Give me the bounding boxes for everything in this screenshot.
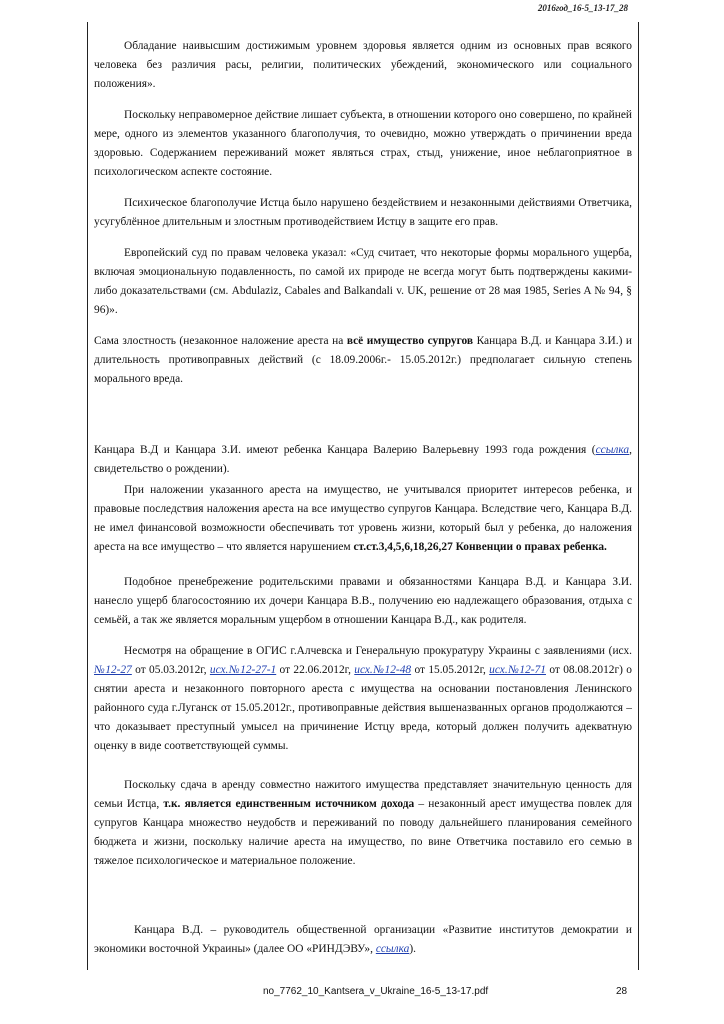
link-birth-certificate[interactable]: ссылка — [595, 444, 630, 456]
link-ref-12-71[interactable]: исх.№12-71 — [489, 664, 546, 676]
paragraph-4: Европейский суд по правам человека указал: «Суд считает, что некоторые формы морального ущерба, включая эмоциональную подавленность, по самой их природе не всегда могут быть подтверждены какими-либо доказательствами (см. Abdulaziz, Cabales and Balkandali v. UK, решение от 28 мая 1985, Series A № 94, § 96)». — [94, 247, 632, 316]
text-run: – незаконный арест имущества повлек для супругов Канцара множество неудобств и переживаний по поводу дальнейшего планирования семейного бюджета и жизни, поскольку наличие ареста на имущество, по вине Ответчика поставило его семью в тяжелое психологическое и материальное положение. — [94, 798, 632, 867]
text-run: от 05.03.2012г, — [131, 664, 210, 676]
bold-text: всё имущество супругов — [346, 335, 474, 347]
paragraph-3: Психическое благополучие Истца было нарушено бездействием и незаконными действиями Ответчика, усугублённое длительным и злостным противодействием Истцу в защите его прав. — [94, 197, 632, 228]
text-run: Сама злостность (незаконное наложение ареста на — [94, 335, 347, 347]
paragraph-5 — [94, 332, 632, 389]
paragraph-7 — [94, 481, 632, 557]
text-run: Канцара В.Д. и Канцара З.И.) и длительность противоправных действий (с 18.09.2006г.- 15.05.2012г.) предполагает сильную степень морального вреда. — [94, 335, 633, 385]
text-run: Поскольку сдача в аренду совместно нажитого имущества представляет значительную ценность для семьи Истца, — [94, 779, 632, 810]
bold-text: т.к. является единственным источником дохода — [163, 798, 415, 810]
text-run: ). — [409, 943, 417, 955]
link-ref-12-27-1[interactable]: исх.№12-27-1 — [209, 664, 277, 676]
bold-text: ст.ст.3,4,5,6,18,26,27 Конвенции о правах ребенка. — [353, 541, 607, 553]
header-stamp: 2016год_16-5_13-17_28 — [537, 3, 628, 13]
text-run: , свидетельство о рождении). — [94, 444, 632, 475]
paragraph-10 — [94, 776, 632, 871]
link-ref-12-48[interactable]: исх.№12-48 — [354, 664, 412, 676]
paragraph-1: Обладание наивысшим достижимым уровнем здоровья является одним из основных прав всякого человека без различия расы, религии, политических убеждений, экономического или социального положения». — [94, 40, 632, 90]
text-run: При наложении указанного ареста на имущество, не учитывался приоритет интересов ребенка, и правовые последствия наложения ареста на все имущество супругов Канцара. Вследствие чего, Канцара В.Д. не имел финансовой возможности обеспечивать тот уровень жизни, который был у ребенка, до наложения ареста на все имущество – что является нарушением — [94, 484, 632, 553]
paragraph-2: Поскольку неправомерное действие лишает субъекта, в отношении которого оно совершено, по крайней мере, одного из элементов указанного благополучия, то очевидно, можно утверждать о причинении вреда здоровью. Содержанием переживаний может являться страх, стыд, унижение, иное неблагоприятное в психологическом аспекте состояние. — [94, 109, 632, 178]
link-organization[interactable]: ссылка — [375, 943, 410, 955]
text-run: от 15.05.2012г, — [411, 664, 490, 676]
text-run: от 22.06.2012г, — [276, 664, 355, 676]
text-run: Канцара В.Д и Канцара З.И. имеют ребенка Канцара Валерию Валерьевну 1993 года рождения ( — [94, 444, 596, 456]
text-run: Несмотря на обращение в ОГИС г.Алчевска и Генеральную прокуратуру Украины с заявлениями (исх. — [124, 645, 632, 657]
link-ref-12-27[interactable]: №12-27 — [94, 664, 132, 676]
text-run: от 08.08.2012г) о снятии ареста и незаконного повторного ареста с имущества на основании постановления Ленинского районного суда г.Луганск от 15.05.2012г., противоправные действия вышеназванных органов продолжаются – что доказывает преступный умысел на причинение Истцу вреда, который должен получить адекватную оценку в виде соответствующей суммы. — [94, 664, 632, 752]
document-body — [94, 37, 632, 959]
paragraph-9 — [94, 642, 632, 756]
text-run: Канцара В.Д. – руководитель общественной организации «Развитие институтов демократии и экономики восточной Украины» (далее ОО «РИНДЭВУ», — [94, 924, 632, 955]
paragraph-8: Подобное пренебрежение родительскими правами и обязанностями Канцара В.Д. и Канцара З.И. нанесло ущерб благосостоянию их дочери Канцара В.В., получению ею надлежащего образования, отдыха с семьёй, а так же является моральным ущербом в отношении Канцара В.Д., как родителя. — [94, 576, 632, 626]
footer-filename: no_7762_10_Kantsera_v_Ukraine_16-5_13-17.pdf — [263, 986, 489, 997]
page-number: 28 — [616, 986, 628, 997]
paragraph-6 — [94, 441, 632, 479]
paragraph-11 — [94, 921, 632, 959]
